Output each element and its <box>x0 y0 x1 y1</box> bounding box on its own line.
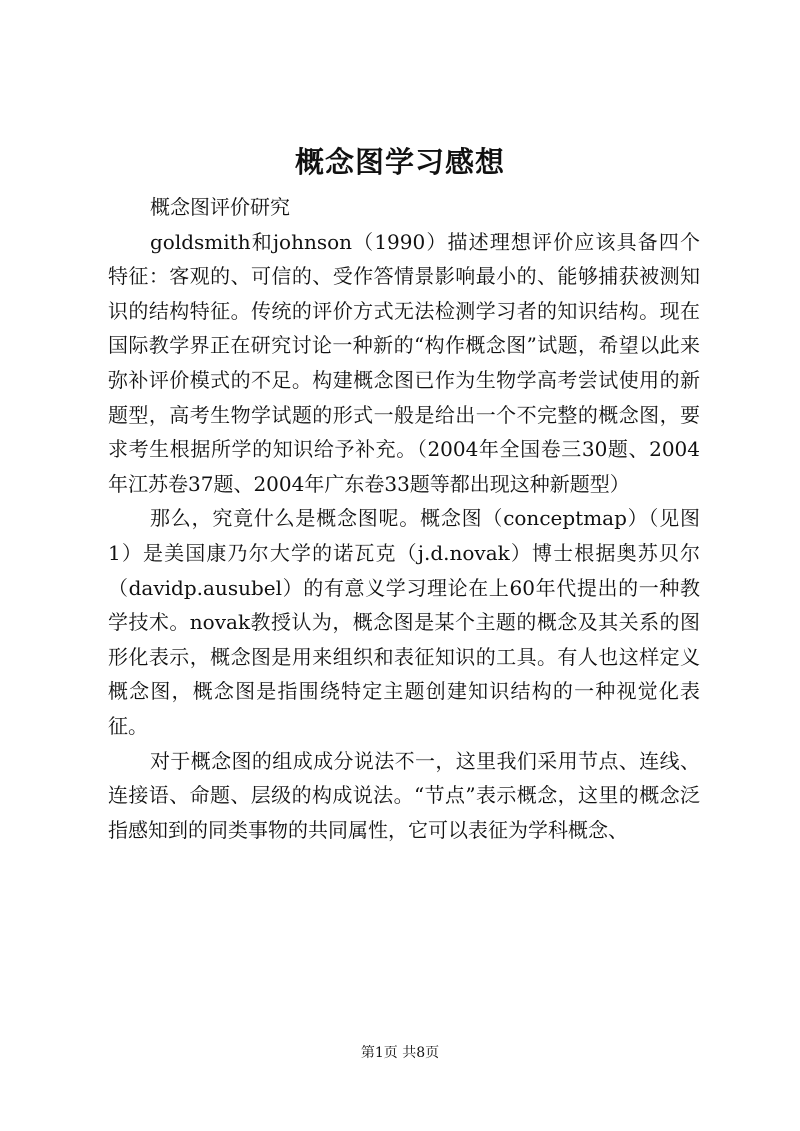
page-title: 概念图学习感想 <box>294 145 505 179</box>
paragraph-components: 对于概念图的组成成分说法不一，这里我们采用节点、连线、连接语、命题、层级的构成说法。“节点”表示概念，这里的概念泛指感知到的同类事物的共同属性，它可以表征为学科概念、 <box>108 748 700 842</box>
paragraph-subtitle: 概念图评价研究 <box>150 195 290 219</box>
paragraph-evaluation: goldsmith和johnson（1990）描述理想评价应该具备四个特征：客观的、可信的、受作答情景影响最小的、能够捕获被测知识的结构特征。传统的评价方式无法检测学习者的知识结构。现在国际教学界正在研究讨论一种新的“构作概念图”试题，希望以此来弥补评价模式的不足。构建概念图已作为生物学高考尝试使用的新题型，高考生物学试题的形式一般是给出一个不完整的概念图，要求考生根据所学的知识给予补充。（2004年全国卷三30题、2004年江苏卷37题、2004年广东卷33题等都出现这种新题型） <box>108 229 700 496</box>
page-footer: 第1页 共8页 <box>360 1045 440 1061</box>
paragraph-definition: 那么，究竟什么是概念图呢。概念图（conceptmap）（见图1）是美国康乃尔大学的诺瓦克（j.d.novak）博士根据奥苏贝尔（davidp.ausubel）的有意义学习理论在上60年代提出的一种教学技术。novak教授认为，概念图是某个主题的概念及其关系的图形化表示，概念图是用来组织和表征知识的工具。有人也这样定义概念图，概念图是指围绕特定主题创建知识结构的一种视觉化表征。 <box>108 506 700 738</box>
document-body <box>108 190 700 847</box>
